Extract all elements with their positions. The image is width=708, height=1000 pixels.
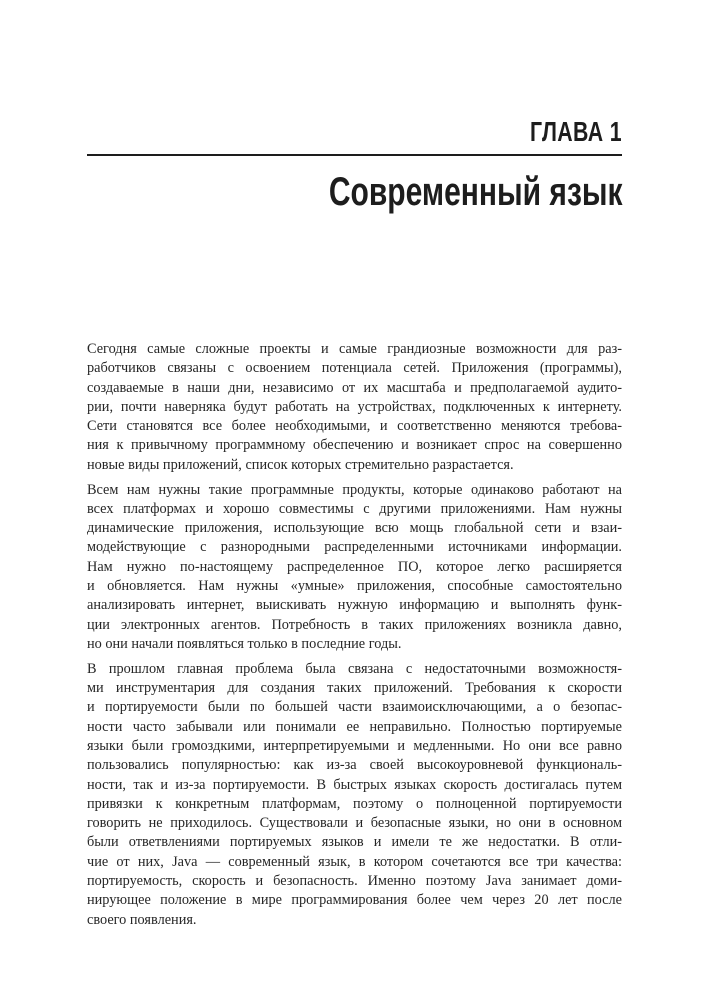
paragraph	[87, 340, 622, 475]
text-line: своего появления.	[87, 911, 197, 928]
text-line: работчиков связаны с освоением потенциала сетей. Приложения (программы),	[87, 360, 622, 377]
text-line: пользовались популярностью: как из-за своей высокоуровневой функциональ-	[87, 757, 622, 774]
text-line: создаваемые в наши дни, независимо от их масштаба и предполагаемой аудито-	[87, 379, 622, 396]
text-line: ности часто забывали или понимали ее неправильно. Полностью портируемые	[87, 718, 622, 735]
body-text	[87, 340, 622, 930]
chapter-rule	[87, 154, 622, 156]
text-line: чие от них, Java — современный язык, в котором сочетаются все три качества:	[87, 853, 622, 870]
text-line: привязки к конкретным платформам, поэтому о полноценной портируемости	[87, 795, 622, 812]
text-line: рии, почти наверняка будут работать на устройствах, подключенных к интернету.	[87, 398, 622, 415]
text-line: ми инструментария для создания таких приложений. Требования к скорости	[87, 680, 622, 697]
paragraph	[87, 660, 622, 930]
text-line: были ответвлениями портируемых языков и имели те же недостатки. В отли-	[87, 834, 622, 851]
chapter-number-row	[87, 118, 622, 146]
text-line: портируемость, скорость и безопасность. Именно поэтому Java занимает доми-	[87, 873, 622, 890]
text-line: Всем нам нужны такие программные продукты, которые одинаково работают на	[87, 481, 622, 498]
text-line: В прошлом главная проблема была связана с недостаточными возможностя-	[87, 660, 622, 677]
text-line: но они начали появляться только в последние годы.	[87, 635, 402, 652]
chapter-header	[87, 118, 622, 214]
text-line: и обновляется. Нам нужны «умные» приложения, способные самостоятельно	[87, 578, 622, 595]
text-line: анализировать интернет, выискивать нужную информацию и выполнять функ-	[87, 597, 622, 614]
text-line: и портируемости были по большей части взаимоисключающими, а о безопас-	[87, 699, 622, 716]
text-line: Нам нужно по-настоящему распределенное ПО, которое легко расширяется	[87, 558, 622, 575]
text-line: всех платформах и хорошо совместимы с другими приложениями. Нам нужны	[87, 500, 622, 517]
text-line: новые виды приложений, список которых стремительно разрастается.	[87, 456, 514, 473]
text-line: нирующее положение в мире программирования более чем через 20 лет после	[87, 892, 622, 909]
chapter-number-label: ГЛАВА 1	[530, 116, 622, 147]
chapter-title: Современный язык	[328, 170, 622, 214]
text-line: Сети становятся все более необходимыми, и соответственно меняются требова-	[87, 418, 622, 435]
text-line: динамические приложения, использующие всю мощь глобальной сети и взаи-	[87, 520, 622, 537]
paragraph	[87, 481, 622, 655]
text-line: ции электронных агентов. Потребность в таких приложениях возникла давно,	[87, 616, 622, 633]
text-line: ности, так и из-за портируемости. В быстрых языках скорость достигалась путем	[87, 776, 622, 793]
chapter-title-row	[87, 170, 622, 214]
text-line: модействующие с разнородными распределенными источниками информации.	[87, 539, 622, 556]
text-line: говорить не приходилось. Существовали и безопасные языки, но они в основном	[87, 815, 622, 832]
text-line: Сегодня самые сложные проекты и самые грандиозные возможности для раз-	[87, 341, 622, 357]
text-line: языки были громоздкими, интерпретируемыми и медленными. Но они все равно	[87, 737, 622, 754]
text-line: ния к привычному программному обеспечению и возникает спрос на совершенно	[87, 437, 622, 454]
page-content	[87, 0, 622, 930]
